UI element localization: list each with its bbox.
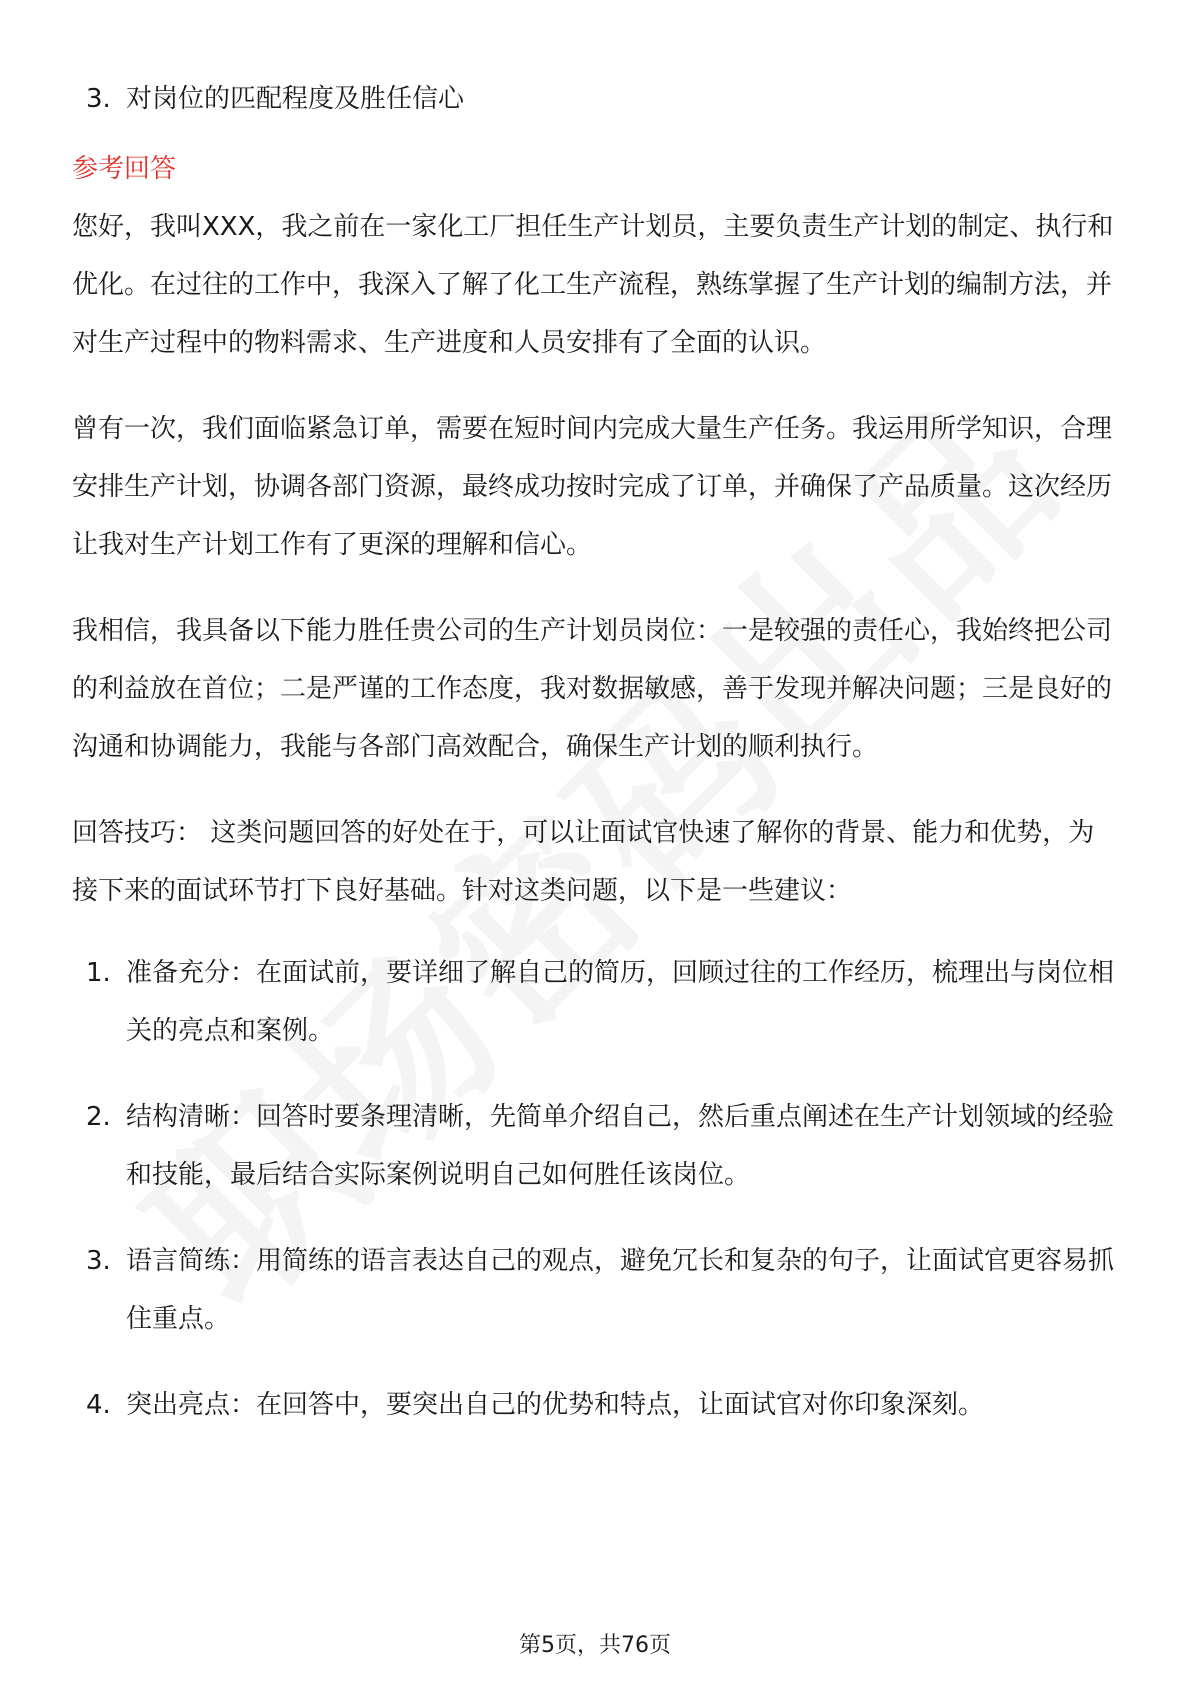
list-item	[72, 1232, 1118, 1348]
tips-list	[72, 944, 1118, 1434]
tips-intro: 回答技巧： 这类问题回答的好处在于，可以让面试官快速了解你的背景、能力和优势，为接下来的面试环节打下良好基础。针对这类问题，以下是一些建议：	[72, 818, 1095, 906]
answer-paragraph-3: 我相信，我具备以下能力胜任贵公司的生产计划员岗位：一是较强的责任心，我始终把公司的利益放在首位；二是严谨的工作态度，我对数据敏感，善于发现并解决问题；三是良好的沟通和协调能力，我能与各部门高效配合，确保生产计划的顺利执行。	[72, 616, 1113, 762]
list-item-text: 准备充分：在面试前，要详细了解自己的简历，回顾过往的工作经历，梳理出与岗位相关的亮点和案例。	[126, 958, 1115, 1046]
list-item	[72, 70, 1118, 128]
list-item	[72, 1376, 1118, 1434]
document-page	[72, 70, 1118, 1434]
list-item-number: 1.	[86, 958, 111, 988]
list-item-number: 3.	[86, 1246, 111, 1276]
list-item-number: 4.	[86, 1390, 111, 1420]
list-item-number: 2.	[86, 1102, 111, 1132]
answer-paragraph-1: 您好，我叫XXX，我之前在一家化工厂担任生产计划员，主要负责生产计划的制定、执行和优化。在过往的工作中，我深入了解了化工生产流程，熟练掌握了生产计划的编制方法，并对生产过程中的物料需求、生产进度和人员安排有了全面的认识。	[72, 212, 1114, 358]
criteria-list	[72, 70, 1118, 128]
list-item	[72, 1088, 1118, 1204]
list-item-text: 对岗位的匹配程度及胜任信心	[126, 84, 465, 114]
list-item-text: 语言简练：用简练的语言表达自己的观点，避免冗长和复杂的句子，让面试官更容易抓住重点。	[126, 1246, 1115, 1334]
section-heading: 参考回答	[72, 154, 177, 184]
page-footer: 第5页，共76页	[519, 1633, 671, 1658]
list-item-number: 3.	[86, 84, 111, 114]
list-item	[72, 944, 1118, 1060]
list-item-text: 结构清晰：回答时要条理清晰，先简单介绍自己，然后重点阐述在生产计划领域的经验和技能，最后结合实际案例说明自己如何胜任该岗位。	[126, 1102, 1115, 1190]
list-item-text: 突出亮点：在回答中，要突出自己的优势和特点，让面试官对你印象深刻。	[126, 1390, 985, 1420]
answer-paragraph-2: 曾有一次，我们面临紧急订单，需要在短时间内完成大量生产任务。我运用所学知识，合理安排生产计划，协调各部门资源，最终成功按时完成了订单，并确保了产品质量。这次经历让我对生产计划工作有了更深的理解和信心。	[72, 414, 1113, 560]
